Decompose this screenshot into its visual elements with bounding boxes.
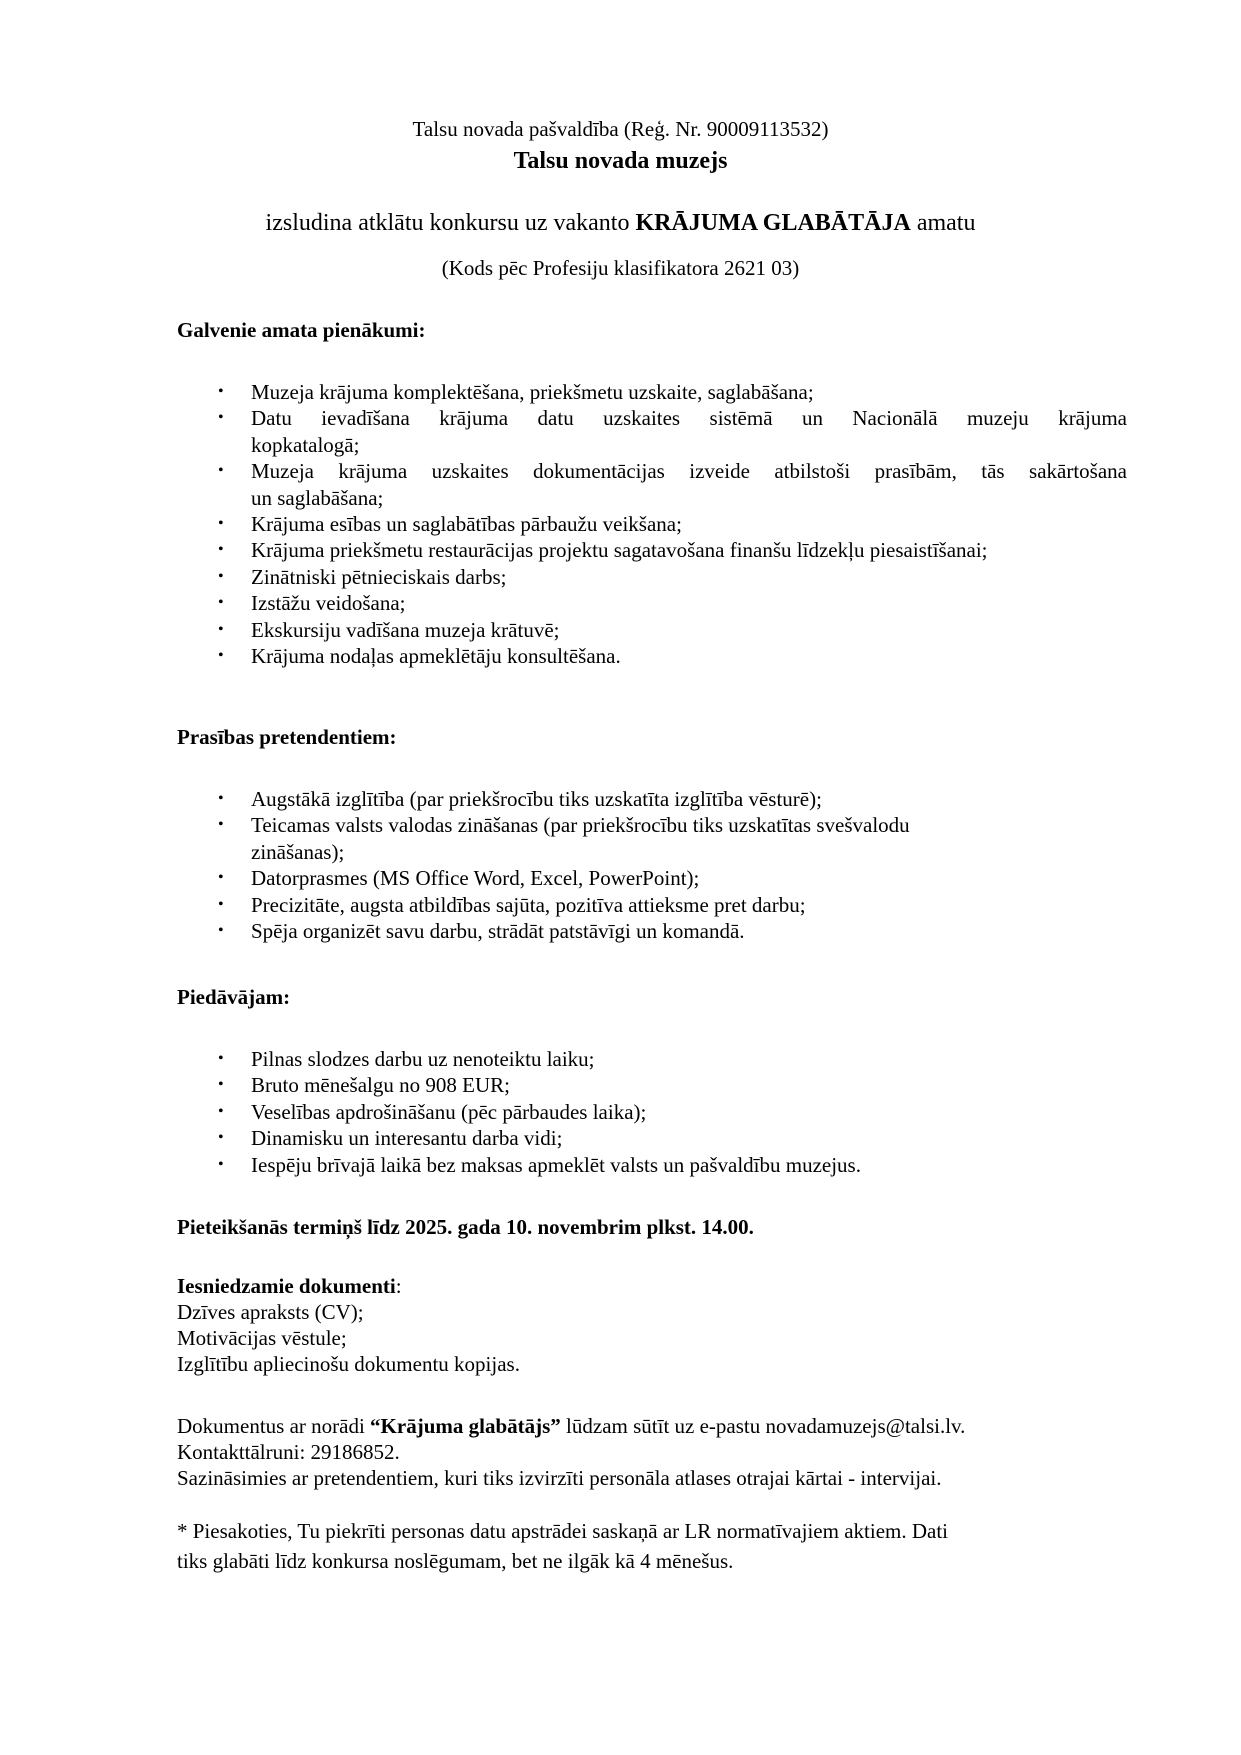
subject-mark: “Krājuma glabātājs” bbox=[370, 1414, 561, 1438]
bullet-icon: • bbox=[218, 1129, 224, 1147]
requirements-list bbox=[177, 786, 1127, 944]
application-deadline: Pieteikšanās termiņš līdz 2025. gada 10. novembrim plkst. 14.00. bbox=[177, 1215, 754, 1239]
list-item: • Muzeja krājuma komplektēšana, priekšmetu uzskaite, saglabāšana; bbox=[218, 380, 814, 404]
list-item: • Muzeja krājuma uzskaites dokumentācijas izveide atbilstoši prasībām, tās sakārtošana bbox=[218, 459, 1127, 484]
bullet-icon: • bbox=[218, 869, 224, 887]
privacy-note-line-1: * Piesakoties, Tu piekrīti personas datu apstrādei saskaņā ar LR normatīvajiem aktiem. Dati bbox=[177, 1519, 949, 1543]
list-item: • Zinātniski pētnieciskais darbs; bbox=[218, 564, 507, 589]
duties-heading: Galvenie amata pienākumi: bbox=[177, 318, 426, 342]
list-item: • Iespēju brīvajā laikā bez maksas apmeklēt valsts un pašvaldību muzejus. bbox=[218, 1152, 861, 1177]
bullet-icon: • bbox=[218, 647, 224, 665]
list-item: • Krājuma esības un saglabātības pārbaužu veikšana; bbox=[218, 512, 682, 537]
bullet-icon: • bbox=[218, 790, 224, 807]
documents-heading-line: Iesniedzamie dokumenti: bbox=[177, 1274, 402, 1298]
bullet-icon: • bbox=[218, 567, 224, 585]
document-item: Dzīves apraksts (CV); bbox=[177, 1300, 364, 1324]
bullet-icon: • bbox=[218, 462, 224, 480]
list-item: • Spēja organizēt savu darbu, strādāt patstāvīgi un komandā. bbox=[218, 919, 745, 944]
bullet-icon: • bbox=[218, 383, 224, 400]
announcement-suffix: amatu bbox=[910, 210, 976, 236]
bullet-icon: • bbox=[218, 620, 224, 638]
bullet-icon: • bbox=[218, 515, 224, 533]
send-instructions: Dokumentus ar norādi “Krājuma glabātājs” lūdzam sūtīt uz e-pastu novadamuzejs@talsi.lv. bbox=[177, 1414, 966, 1438]
email-address: lūdzam sūtīt uz e-pastu novadamuzejs@talsi.lv. bbox=[560, 1414, 966, 1438]
list-item: • Teicamas valsts valodas zināšanas (par priekšrocību tiks uzskatītas svešvalodu bbox=[218, 813, 910, 838]
duties-list bbox=[177, 379, 1127, 669]
list-item: • Krājuma priekšmetu restaurācijas projektu sagatavošana finanšu līdzekļu piesaistīšanai; bbox=[218, 538, 988, 563]
announcement-line bbox=[0, 210, 1241, 237]
bullet-icon: • bbox=[218, 1050, 224, 1067]
bullet-icon: • bbox=[218, 1102, 224, 1120]
list-item-continued: zināšanas); bbox=[251, 839, 345, 864]
list-item-continued: kopkatalogā; bbox=[251, 432, 360, 457]
bullet-icon: • bbox=[218, 895, 224, 913]
contact-phone: Kontakttālruni: 29186852. bbox=[177, 1440, 400, 1464]
document-item: Izglītību apliecinošu dokumentu kopijas. bbox=[177, 1352, 520, 1376]
document-item: Motivācijas vēstule; bbox=[177, 1326, 347, 1350]
list-item: • Precizitāte, augsta atbildības sajūta, pozitīva attieksme pret darbu; bbox=[218, 892, 806, 917]
offer-heading: Piedāvājam: bbox=[177, 985, 291, 1009]
bullet-icon: • bbox=[218, 541, 224, 559]
list-item: • Datu ievadīšana krājuma datu uzskaites sistēmā un Nacionālā muzeju krājuma bbox=[218, 406, 1127, 431]
bullet-icon: • bbox=[218, 816, 224, 834]
org-line: Talsu novada pašvaldība (Reģ. Nr. 90009113532) bbox=[412, 117, 829, 141]
list-item-continued: un saglabāšana; bbox=[251, 485, 384, 510]
bullet-icon: • bbox=[218, 409, 224, 427]
list-item: • Dinamisku un interesantu darba vidi; bbox=[218, 1126, 563, 1151]
list-item: • Datorprasmes (MS Office Word, Excel, PowerPoint); bbox=[218, 866, 700, 891]
offer-list bbox=[177, 1046, 1127, 1178]
classifier-code: (Kods pēc Profesiju klasifikatora 2621 03) bbox=[441, 256, 800, 280]
list-item: • Izstāžu veidošana; bbox=[218, 591, 406, 616]
list-item: • Krājuma nodaļas apmeklētāju konsultēšana. bbox=[218, 644, 621, 669]
list-item: • Bruto mēnešalgu no 908 EUR; bbox=[218, 1073, 510, 1098]
privacy-note-line-2: tiks glabāti līdz konkursa noslēgumam, bet ne ilgāk kā 4 mēnešus. bbox=[177, 1549, 734, 1573]
bullet-icon: • bbox=[218, 922, 224, 940]
requirements-heading: Prasības pretendentiem: bbox=[177, 725, 397, 749]
bullet-icon: • bbox=[218, 1076, 224, 1094]
bullet-icon: • bbox=[218, 594, 224, 612]
announcement-prefix: izsludina atklātu konkursu uz vakanto bbox=[265, 210, 636, 236]
list-item: • Pilnas slodzes darbu uz nenoteiktu laiku; bbox=[218, 1047, 595, 1071]
bullet-icon: • bbox=[218, 1155, 224, 1173]
documents-heading: Iesniedzamie dokumenti bbox=[177, 1274, 396, 1298]
list-item: • Ekskursiju vadīšana muzeja krātuvē; bbox=[218, 617, 560, 642]
interview-note: Sazināsimies ar pretendentiem, kuri tiks izvirzīti personāla atlases otrajai kārtai - intervijai. bbox=[177, 1466, 942, 1490]
position-title: KRĀJUMA GLABĀTĀJA bbox=[635, 210, 911, 236]
list-item: • Augstākā izglītība (par priekšrocību tiks uzskatīta izglītība vēsturē); bbox=[218, 787, 822, 811]
list-item: • Veselības apdrošināšanu (pēc pārbaudes laika); bbox=[218, 1099, 647, 1124]
museum-title: Talsu novada muzejs bbox=[513, 148, 728, 174]
